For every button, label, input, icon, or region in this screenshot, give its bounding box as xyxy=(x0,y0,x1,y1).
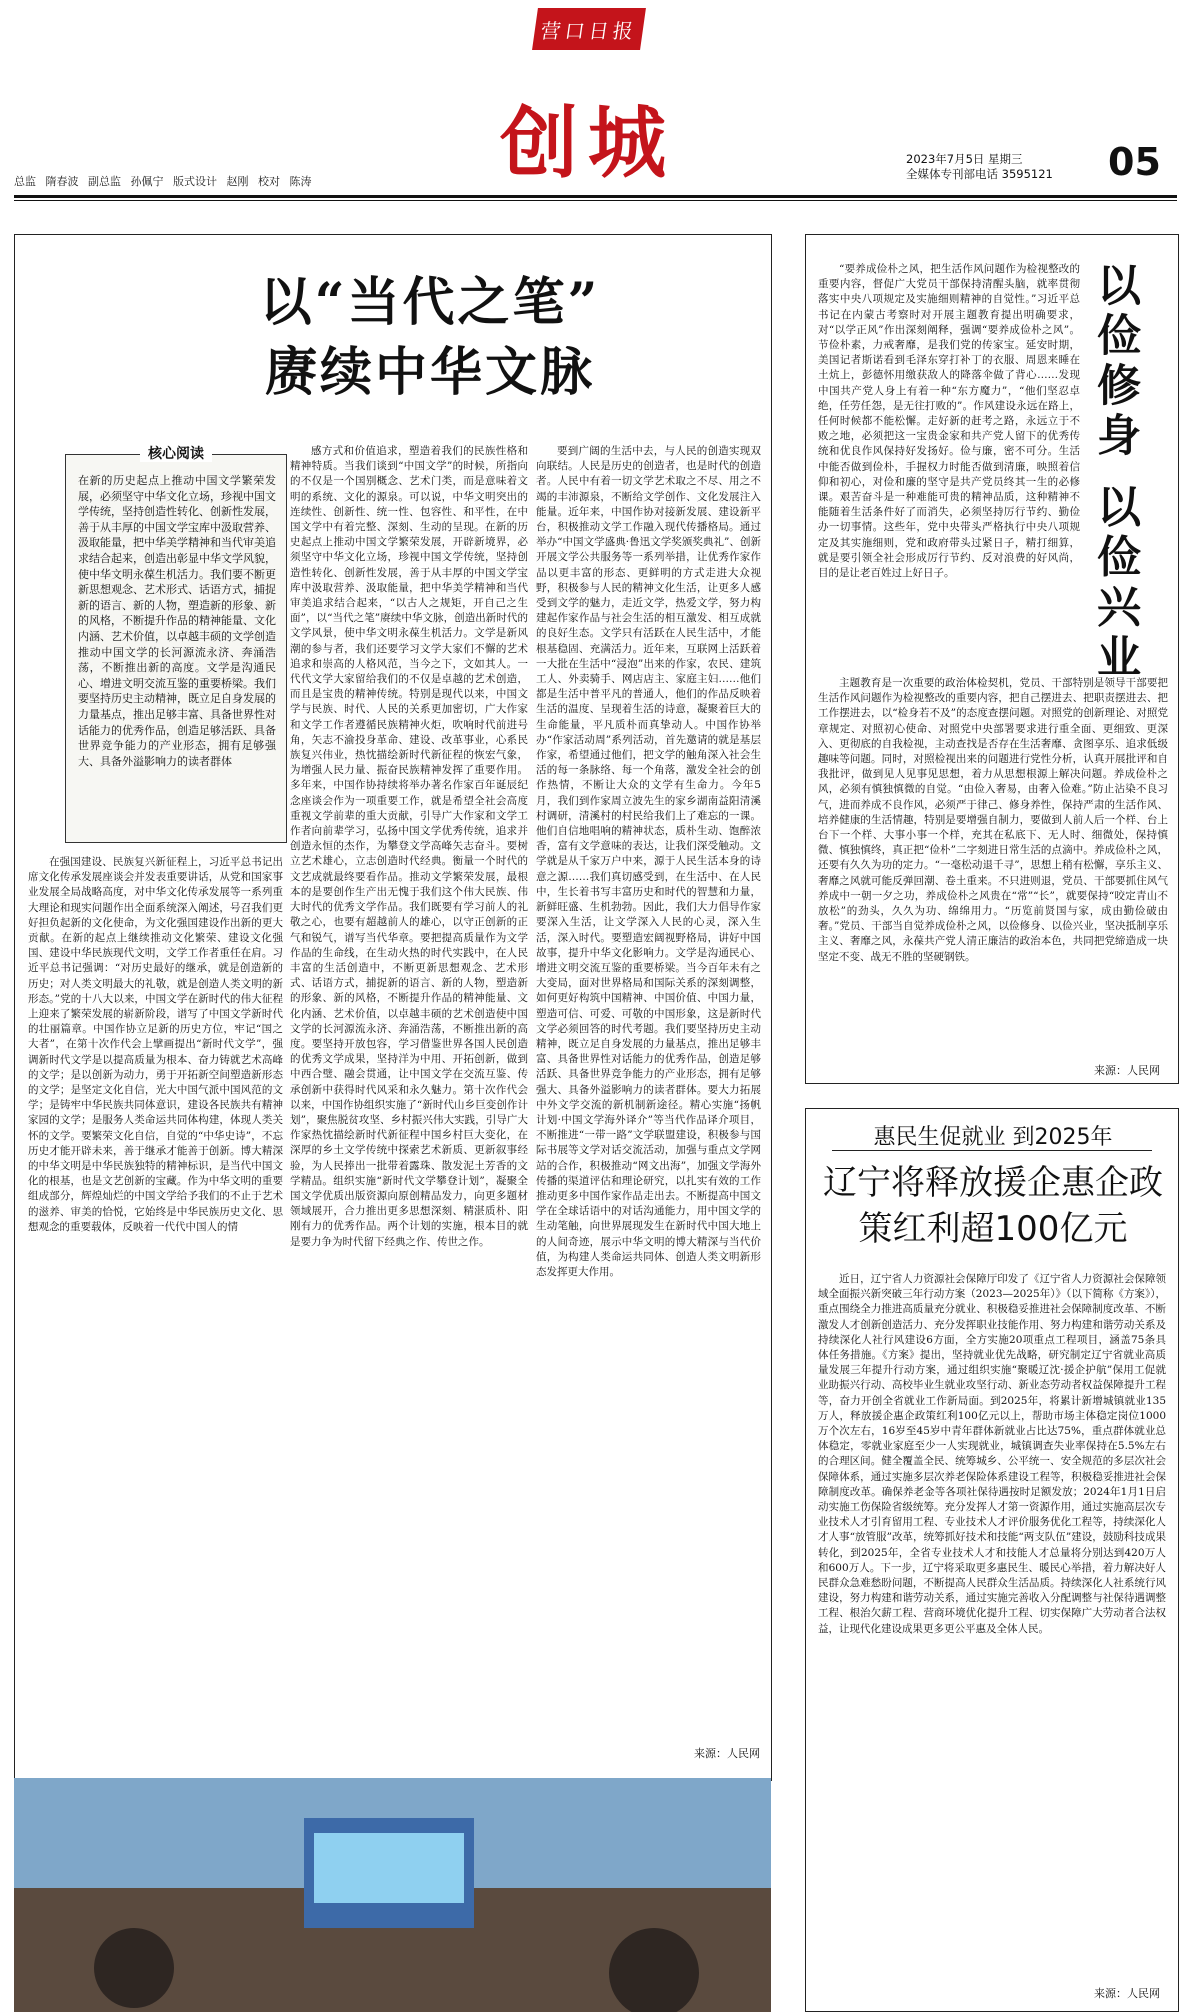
main-col-2 xyxy=(290,444,528,1762)
main-source: 来源：人民网 xyxy=(694,1747,760,1760)
side-col-2 xyxy=(818,676,1168,1061)
summary-heading-text: 核心阅读 xyxy=(140,446,212,462)
concert-photo xyxy=(14,1778,771,2012)
jobs-body xyxy=(818,1272,1166,1972)
jobs-source: 来源：人民网 xyxy=(1094,1987,1160,2000)
jobs-headline: 辽宁将释放援企惠企政策红利超100亿元 xyxy=(823,1163,1163,1249)
photo-audience-left xyxy=(94,1928,174,2008)
main-col-1 xyxy=(28,855,283,1765)
side-col-2-text: 主题教育是一次重要的政治体检契机，党员、干部特别是领导干部要把生活作风问题作为检视整改的重要内容，把自己摆进去、把职责摆进去、把工作摆进去，以“检身若不及”的态度查摆问题。对照党的创新理论、对照党章规定、对照初心使命、对照党中央部署要求进行重全面、更细致、更深入、更彻底的自我检视，主动查找是否存在生活奢靡、贪图享乐、追求低级趣味等问题。同时，对照检视出来的问题进行党性分析，认真开展批评和自我批评，做到见人见事见思想，着力从思想根源上解决问题。养成俭朴之风，必须有慎独慎微的自觉。“由俭入奢易，由奢入俭难。”防止沾染不良习气，进而养成不良作风，必须严于律己、修身养性，保持严肃的生活作风、培养健康的生活情趣，特别是要增强自制力，要做到人前人后一个样、台上台下一个样、大事小事一个样，充其在私底下、无人时、细微处，保持慎微、慎独慎终，真正把“俭朴”二字刻进日常生活的点滴中。养成俭朴之风，还要有久久为功的定力。“一毫松动退千寻”，思想上稍有松懈，享乐主义、奢靡之风就可能反弹回潮、卷土重来。不只进则退，党员、干部要抓住风气养成中一朝一夕之功，养成俭朴之风贵在“常”“长”，就要保持“咬定青山不放松”的劲头，久久为功、绵绵用力。“历览前贤国与家，成由勤俭破由奢。”党员、干部当自觉养成俭朴之风，以俭修身、以俭兴业，坚决抵制享乐主义、奢靡之风，永葆共产党人清正廉洁的政治本色，共同把党缔造成一块坚定不变、战无不胜的坚硬钢铁。 xyxy=(818,677,1168,963)
section-title: 创城 xyxy=(500,98,677,189)
main-col-3-text: 要到广阔的生活中去，与人民的创造实现双向联结。人民是历史的创造者，也是时代的创造者。人民中有着一切文学艺术取之不尽、用之不竭的丰沛源泉，不断给文学创作、文化发展注入能量。近年来，中国作协对接新发展、建设新平台，积极推动文学工作融入现代传播格局。通过举办“中国文学盛典·鲁迅文学奖颁奖典礼”、创新开展文学公共服务等一系列举措，让优秀作家作品以更丰富的形态、更鲜明的方式走进大众视野，积极参与人民的精神文化生活，让更多人感受到文学的魅力，走近文学，热爱文学，努力构建起作家作品与社会生活的相互激发、相互成就的良好生态。文学只有活跃在人民生活中，才能根基稳固、充满活力。近年来，互联网上活跃着一大批在生活中“浸泡”出来的作家，农民、建筑工人、外卖骑手、网店店主、家庭主妇……他们都是生活中普平凡的普通人，他们的作品反映着生活的温度、呈现着生活的诗意，凝聚着巨大的生命能量，平凡质朴而真挚动人。中国作协举办“作家活动周”系列活动，首先邀请的就是基层作家，希望通过他们，把文学的触角深入社会生活的每一条脉络、每一个角落，激发全社会的创作热情，不断让大众的文学有生命力。今年5月，我们到作家周立波先生的家乡湖南益阳清溪村调研，清溪村的村民给我们上了难忘的一课。他们自信地唱响的精神状态，质朴生动、饱醉浓香，富有文学意味的表达，让我们深受触动。文学就是从千家万户中来，源于人民生活本身的诗意之源……我们真切感受到，在生活中、在人民中，生长着书写丰富历史和时代的智慧和力量，新鲜旺盛、生机勃勃。因此，我们大力倡导作家要深入生活，让文学深入人民的心灵，深入生活，深入时代。要塑造宏阔视野格局，讲好中国故事，提升中华文化影响力。文学是沟通民心、增进文明交流互鉴的重要桥梁。当今百年未有之大变局，面对世界格局和国际关系的深刻调整，如何更好构筑中国精神、中国价值、中国力量，塑造可信、可爱、可敬的中国形象，这是新时代文学必须回答的时代考题。我们要坚持历史主动精神，既立足自身发展的力量基点，推出足够丰富、具备世界性对话能力的优秀作品，创造足够活跃、具备世界竞争能力的产业形态，拥有足够强大、具备外溢影响力的读者群体。要大力拓展中外文学交流的新机制新途径。精心实施“扬帆计划·中国文学海外译介”等当代作品译介项目，不断推进“一带一路”文学联盟建设，积极参与国际书展等文学对话交流活动，加强与重点文学网站的合作，积极推动“网文出海”，加强文学海外传播的渠道评估和理论研究，以扎实有效的工作推动更多中国作家作品走出去。不断提高中国文学在全球话语中的对话沟通能力，用中国文学的生动笔触，向世界展现发生在新时代中国大地上的人间奇迹，展示中华文明的博大精深与当代价值，为构建人类命运共同体、创造人类文明新形态发挥更大作用。 xyxy=(536,445,761,1278)
hotline: 全媒体专刊部电话 3595121 xyxy=(906,167,1053,181)
side-headline: 以俭修身 以俭兴业 xyxy=(1089,262,1140,684)
main-headline-line2: 赓续中华文脉 xyxy=(264,342,595,403)
main-col-1-text: 在强国建设、民族复兴新征程上，习近平总书记出席文化传承发展座谈会并发表重要讲话，从党和国家事业发展全局战略高度，对中华文化传承发展等一系列重大理论和现实问题作出全面系统深入阐述，号召我们更好担负起新的文化使命，为文化强国建设作出新的更大贡献。在新的起点上继续推动文化繁荣、建设文化强国、建设中华民族现代文明，文学工作者重任在肩。习近平总书记强调：“对历史最好的继承，就是创造新的历史；对人类文明最大的礼敬，就是创造人类文明的新形态。”党的十八大以来，中国文学在新时代的伟大征程上迎来了繁荣发展的崭新阶段，谱写了中国文学新时代的壮丽篇章。中国作协立足新的历史方位，牢记“国之大者”，在第十次作代会上擘画提出“新时代文学”，强调新时代文学是以提高质量为根本、奋力铸就艺术高峰的文学；是以创新为动力，勇于开拓新空间塑造新形态的文学；是坚定文化自信，光大中国气派中国风范的文学；是铸牢中华民族共同体意识，建设各民族共有精神家园的文学；是服务人类命运共同体构建，体现人类关怀的文学。要繁荣文化自信，自觉的“中华史诗”，不忘历史才能开辟未来，善于继承才能善于创新。博大精深的中华文明是中华民族独特的精神标识，是当代中国文化的根基，也是文艺创新的宝藏。作为中华文明的重要组成部分，辉煌灿烂的中国文学给予我们的不止于艺术的滋养、审美的恰悦，它始终是中华民族历史文化、思想观念的重要载体，反映着一代代中国人的情 xyxy=(28,856,283,1233)
page-number: 05 xyxy=(1108,140,1161,184)
jobs-divider xyxy=(832,1150,1152,1151)
main-headline xyxy=(150,268,710,408)
main-col-3 xyxy=(536,444,761,1744)
jobs-body-text: 近日，辽宁省人力资源社会保障厅印发了《辽宁省人力资源社会保障领域全面振兴新突破三年行动方案（2023—2025年）》（以下简称《方案》），重点围绕全力推进高质量充分就业、积极稳妥推进社会保障制度改革、不断激发人才创新创造活力、充分发挥职业技能作用、努力构建和谐劳动关系及持续深化人社行风建设6方面，全方实施20项重点工程项目，涵盖75条具体任务措施。《方案》提出，坚持就业优先战略，研究制定辽宁省就业高质量发展三年提升行动方案，通过组织实施“聚暖辽沈·援企护航”保用工促就业助振兴行动、高校毕业生就业攻坚行动、新业态劳动者权益保障提升工程等，奋力开创全省就业工作新局面。到2025年，将累计新增城镇就业135万人，释放援企惠企政策红利100亿元以上，帮助市场主体稳定岗位1000万个次左右，16岁至45岁中青年群体新就业占比达75%，重点群体就业总体稳定，零就业家庭至少一人实现就业，城镇调查失业率保持在5.5%左右的合理区间。健全覆盖全民、统筹城乡、公平统一、安全规范的多层次社会保障体系，通过实施多层次养老保险体系建设工程等，积极稳妥推进社会保障制度改革。确保养老金等各项社保待遇按时足额发放；2024年1月1日启动实施工伤保险省级统筹。充分发挥人才第一资源作用，通过实施高层次专业技术人才引育留用工程、专业技术人才评价服务优化工程等，持续深化人才人事“放管服”改革，统筹抓好技术和技能“两支队伍”建设，鼓励科技成果转化，到2025年，全省专业技术人才和技能人才总量将分别达到420万人和600万人。下一步，辽宁将采取更多惠民生、暖民心举措，着力解决好人民群众急难愁盼问题，不断提高人民群众生活品质。持续深化人社系统行风建设，努力构建和谐劳动关系，通过实施完善收入分配调整与社保待遇调整工程、根治欠薪工程、营商环境优化提升工程、切实保障广大劳动者合法权益，让现代化建设成果更多更公平惠及全体人民。 xyxy=(818,1273,1166,1635)
side-col-1-text: “要养成俭朴之风，把生活作风问题作为检视整改的重要内容，督促广大党员干部保持清醒头脑，就率贯彻落实中央八项规定及实施细则精神的自觉性。”习近平总书记在内蒙古考察时对开展主题教育提出明确要求，对“以学正风”作出深刻阐释，强调“要养成俭朴之风”。节俭朴素，力戒奢靡，是我们党的传家宝。延安时期，美国记者斯诺看到毛泽东穿打补丁的衣服、周恩来睡在土炕上，彭德怀用缴获敌人的降落伞做了背心……发现中国共产党人身上有着一种“东方魔力”，“他们坚忍卓绝，任劳任怨，是无往打败的”。作风建设永远在路上，任何时候都不能松懈。走好新的赶考之路，永远立于不败之地，必须把这一宝贵金家和共产党人留下的优秀传统和优良作风保持好发扬好。俭与廉，密不可分。生活中能否做到俭朴，手握权力时能否做到清廉，映照着信仰和初心，对俭和廉的坚守是共产党员终其一生的必修课。艰苦奋斗是一种难能可贵的精神品质，这种精神不能随着生活条件好了而消失，必须坚持厉行节约、勤俭办一切事情。这些年，党中央带头严格执行中央八项规定及其实施细则，党和政府带头过紧日子，精打细算，就是要引领全社会形成厉行节约、反对浪费的好风尚，目的是让老百姓过上好日子。 xyxy=(818,263,1080,580)
dateline xyxy=(906,152,1053,182)
side-col-1 xyxy=(818,262,1080,672)
photo-stage-screen xyxy=(314,1833,464,1903)
issue-date: 2023年7月5日 星期三 xyxy=(906,152,1023,166)
staff-credits: 总监 隋春波 副总监 孙佩宁 版式设计 赵刚 校对 陈涛 xyxy=(14,175,312,188)
newspaper-logo: 营口日报 xyxy=(532,8,646,50)
top-rule xyxy=(14,195,1177,198)
side-source: 来源：人民网 xyxy=(1094,1064,1160,1077)
summary-box xyxy=(65,446,287,843)
summary-heading xyxy=(66,443,286,463)
top-rule-thin xyxy=(14,200,1177,201)
jobs-subheading: 惠民生促就业 到2025年 xyxy=(873,1125,1113,1150)
photo-illustration xyxy=(14,1778,771,2012)
summary-text: 在新的历史起点上推动中国文学繁荣发展，必须坚守中华文化立场，珍视中国文学传统，坚持创造性转化、创新性发展，善于从丰厚的中国文学宝库中汲取营养、汲取能量，把中华美学精神和当代审美追求结合起来，创造出彰显中华文学风貌，使中华文明永葆生机活力。我们要不断更新思想观念、艺术形式、话语方式，捕捉新的语言、新的人物，塑造新的形象、新的风格，不断提升作品的精神能量、文化内涵、艺术价值，以卓越丰硕的文学创造推动中国文学的长河源流永济、奔涌浩荡，不断推出新的高度。文学是沟通民心、增进文明交流互鉴的重要桥梁。我们要坚持历史主动精神，既立足自身发展的力量基点，推出足够丰富、具备世界性对话能力的优秀作品，创造足够活跃、具备世界竞争能力的产业形态，拥有足够强大、具备外溢影响力的读者群体 xyxy=(78,474,276,768)
main-col-2-text: 感方式和价值追求，塑造着我们的民族性格和精神特质。当我们谈到“中国文学”的时候，所指向的不仅是一个国别概念、艺术门类，而是意味着文明的系统、文化的源泉。可以说，中华文明突出的连续性、创新性、统一性、包容性、和平性，在中国文学中有着完整、深刻、生动的呈现。在新的历史起点上推动中国文学繁荣发展，开辟新境界，必须坚守中华文化立场，珍视中国文学传统，坚持创造性转化、创新性发展，善于从丰厚的中国文学宝库中汲取营养、汲取能量，把中华美学精神和当代审美追求结合起来，“以古人之规矩，开自己之生面”，以“当代之笔”赓续中华文脉，创造出新时代的文学风景，使中华文明永葆生机活力。文学是新风潮的参与者，我们还要学习文学大家们不懈的艺术追求和崇高的人格风范，当今之下，文如其人。一代代文学大家留给我们的不仅是卓越的艺术创造，而且是宝贵的精神传统。特别是现代以来，中国文学与民族、时代、人民的关系更加密切，广大作家和文学工作者遵循民族精神火炬，吹响时代前进号角，矢志不渝投身革命、建设、改革事业，心系民族复兴伟业，热忱描绘新时代新征程的恢宏气象，为增强人民力量、振奋民族精神发挥了重要作用。多年来，中国作协持续将举办著名作家百年诞辰纪念座谈会作为一项重要工作，就是希望全社会高度重视文学前辈的重大贡献，引导广大作家和文学工作者向前辈学习，弘扬中国文学优秀传统，追求并创造永恒的杰作，为攀登文学高峰矢志奋斗。要树立艺术雄心，立志创造时代经典。衡量一个时代的文艺成就最终要看作品。推动文学繁荣发展，最根本的是要创作生产出无愧于我们这个伟大民族、伟大时代的优秀文学作品。我们既要有学习前人的礼敬之心，也要有超越前人的雄心，以守正创新的正气和锐气，谱写当代华章。要把提高质量作为文学作品的生命线，在生动火热的时代实践中，在人民丰富的生活创造中，不断更新思想观念、艺术形式、话语方式，捕捉新的语言、新的人物，塑造新的形象、新的风格，不断提升作品的精神能量、文化内涵、艺术价值，以卓越丰硕的艺术创造使中国文学的长河源流永济、奔涌浩荡，不断推出新的高度。要坚持开放包容，学习借鉴世界各国人民创造的优秀文学成果，坚持洋为中用、开拓创新，做到中西合璧、融会贯通，让中国文学在交流互鉴、传承创新中获得时代风采和永久魅力。第十次作代会以来，中国作协组织实施了“新时代山乡巨变创作计划”，聚焦脱贫攻坚、乡村振兴伟大实践，引导广大作家热忱描绘新时代新征程中国乡村巨大变化，在深厚的乡土文学传统中探索艺术新质、更新叙事经验，为人民捧出一批带着露珠、散发泥土芳香的文学精品。组织实施“新时代文学攀登计划”，凝聚全国文学优质出版资源向原创精品发力，向更多题材领域展开，合力推出更多思想深刻、精湛质朴、阳刚有力的优秀作品。两个计划的实施，根本目的就是要力争为时代留下经典之作、传世之作。 xyxy=(290,445,528,1248)
main-headline-line1: 以“当代之笔” xyxy=(259,272,601,333)
